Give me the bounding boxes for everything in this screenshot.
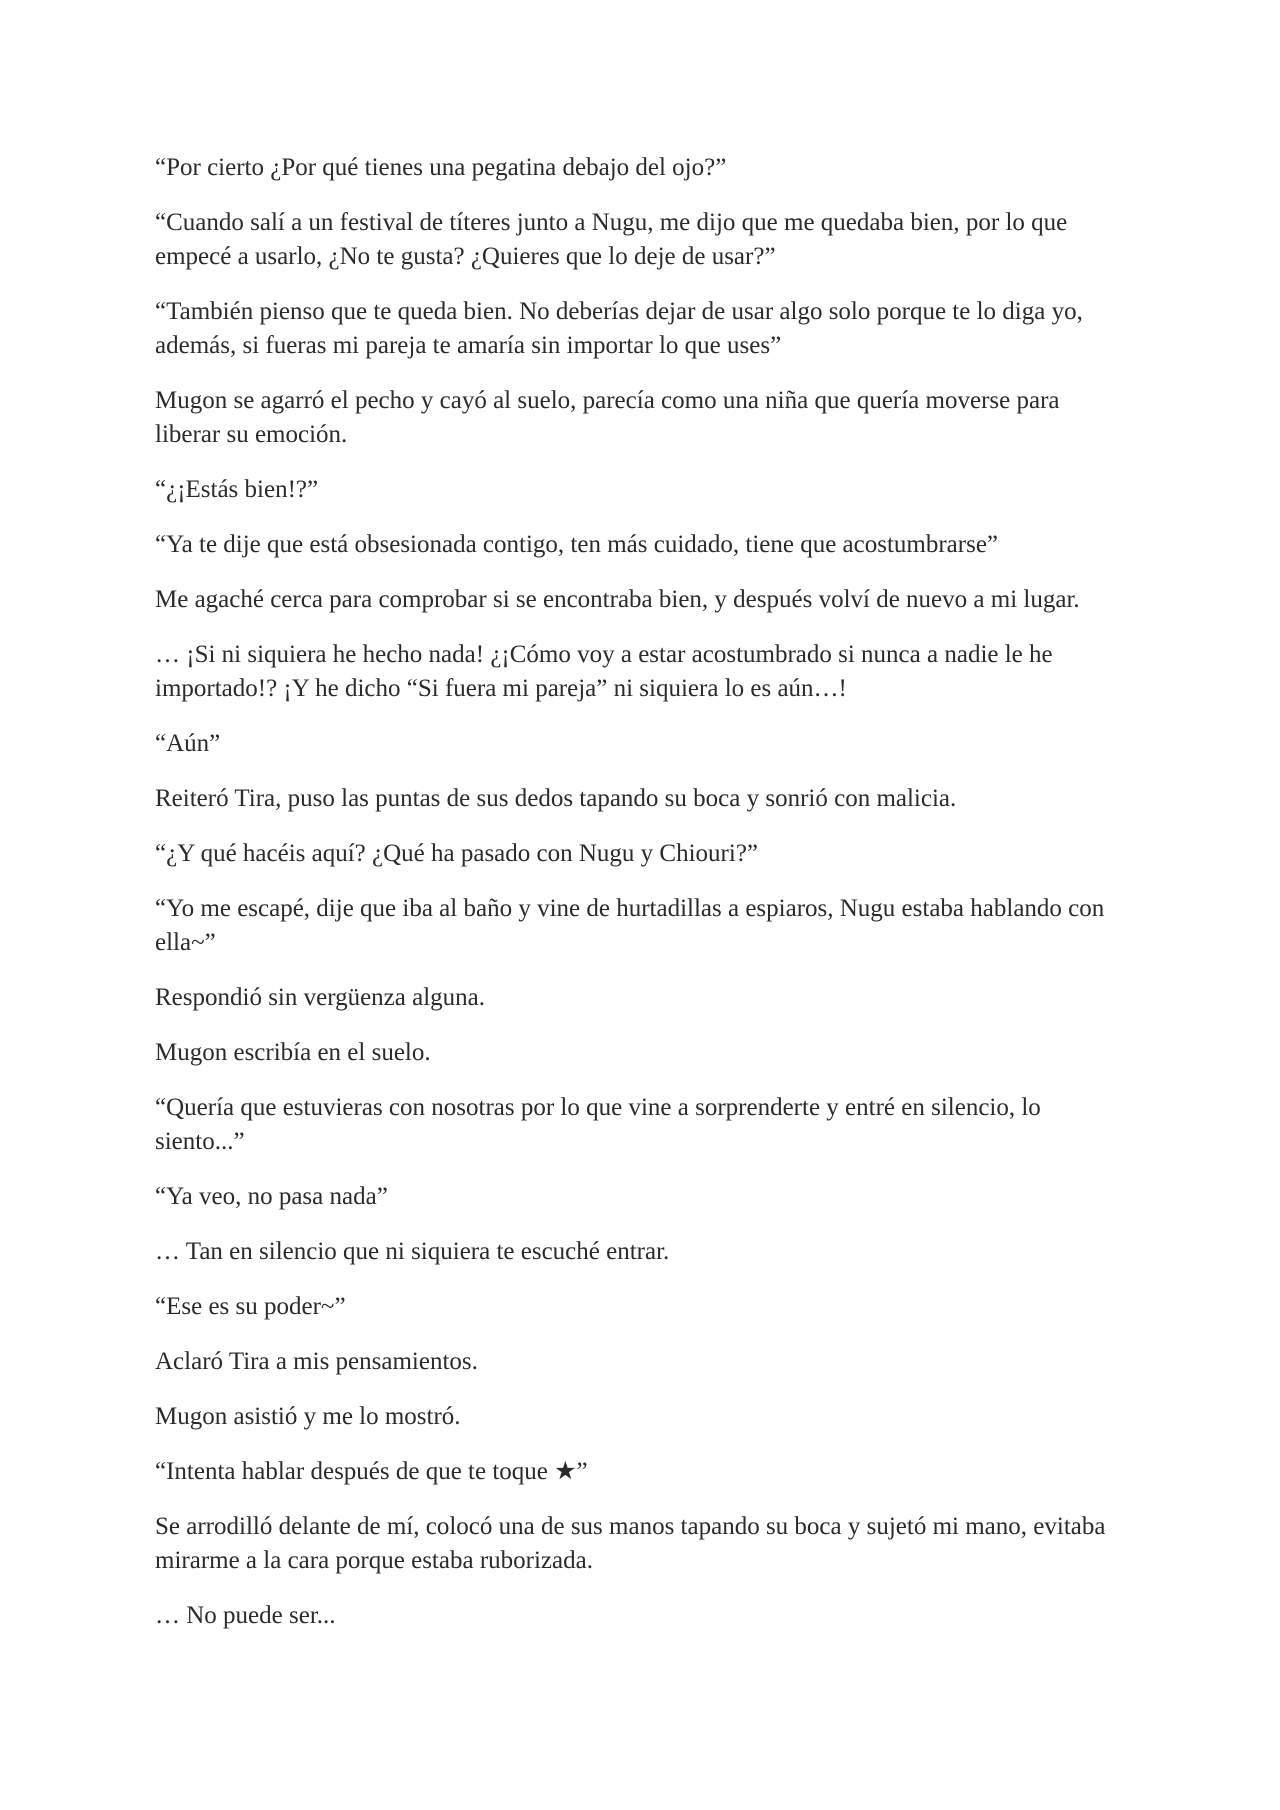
paragraph: “Ese es su poder~” [155,1293,346,1320]
paragraph: … No puede ser... [155,1602,336,1629]
paragraph: “Cuando salí a un festival de títeres junto a Nugu, me dijo que me quedaba bien, por lo que empecé a usarlo, ¿No te gusta? ¿Quieres que lo deje de usar?” [155,209,1068,270]
paragraph: “Por cierto ¿Por qué tienes una pegatina debajo del ojo?” [155,154,727,181]
paragraph: Reiteró Tira, puso las puntas de sus dedos tapando su boca y sonrió con malicia. [155,785,957,812]
paragraph: Respondió sin vergüenza alguna. [155,984,486,1011]
paragraph: Mugon se agarró el pecho y cayó al suelo, parecía como una niña que quería moverse para liberar su emoción. [155,387,1060,448]
paragraph: “¿Y qué hacéis aquí? ¿Qué ha pasado con Nugu y Chiouri?” [155,840,759,867]
paragraph: Me agaché cerca para comprobar si se encontraba bien, y después volví de nuevo a mi lugar. [155,586,1080,613]
document-body [155,151,1125,1654]
paragraph: “Ya te dije que está obsesionada contigo, ten más cuidado, tiene que acostumbrarse” [155,531,999,558]
paragraph: “¿¡Estás bien!?” [155,476,319,503]
paragraph: … Tan en silencio que ni siquiera te escuché entrar. [155,1238,670,1265]
paragraph: “Aún” [155,730,221,757]
paragraph: “También pienso que te queda bien. No deberías dejar de usar algo solo porque te lo diga yo, además, si fueras mi pareja te amaría sin importar lo que uses” [155,298,1083,359]
paragraph: “Quería que estuvieras con nosotras por lo que vine a sorprenderte y entré en silencio, lo siento...” [155,1094,1041,1155]
paragraph: “Ya veo, no pasa nada” [155,1183,388,1210]
paragraph: “Yo me escapé, dije que iba al baño y vine de hurtadillas a espiaros, Nugu estaba hablando con ella~” [155,895,1105,956]
paragraph: … ¡Si ni siquiera he hecho nada! ¿¡Cómo voy a estar acostumbrado si nunca a nadie le he importado!? ¡Y he dicho “Si fuera mi pareja” ni siquiera lo es aún…! [155,641,1053,702]
paragraph: Mugon asistió y me lo mostró. [155,1403,461,1430]
paragraph: “Intenta hablar después de que te toque ★” [155,1458,588,1485]
paragraph: Mugon escribía en el suelo. [155,1039,431,1066]
paragraph: Aclaró Tira a mis pensamientos. [155,1348,478,1375]
paragraph: Se arrodilló delante de mí, colocó una de sus manos tapando su boca y sujetó mi mano, evitaba mirarme a la cara porque estaba ruborizada. [155,1513,1106,1574]
